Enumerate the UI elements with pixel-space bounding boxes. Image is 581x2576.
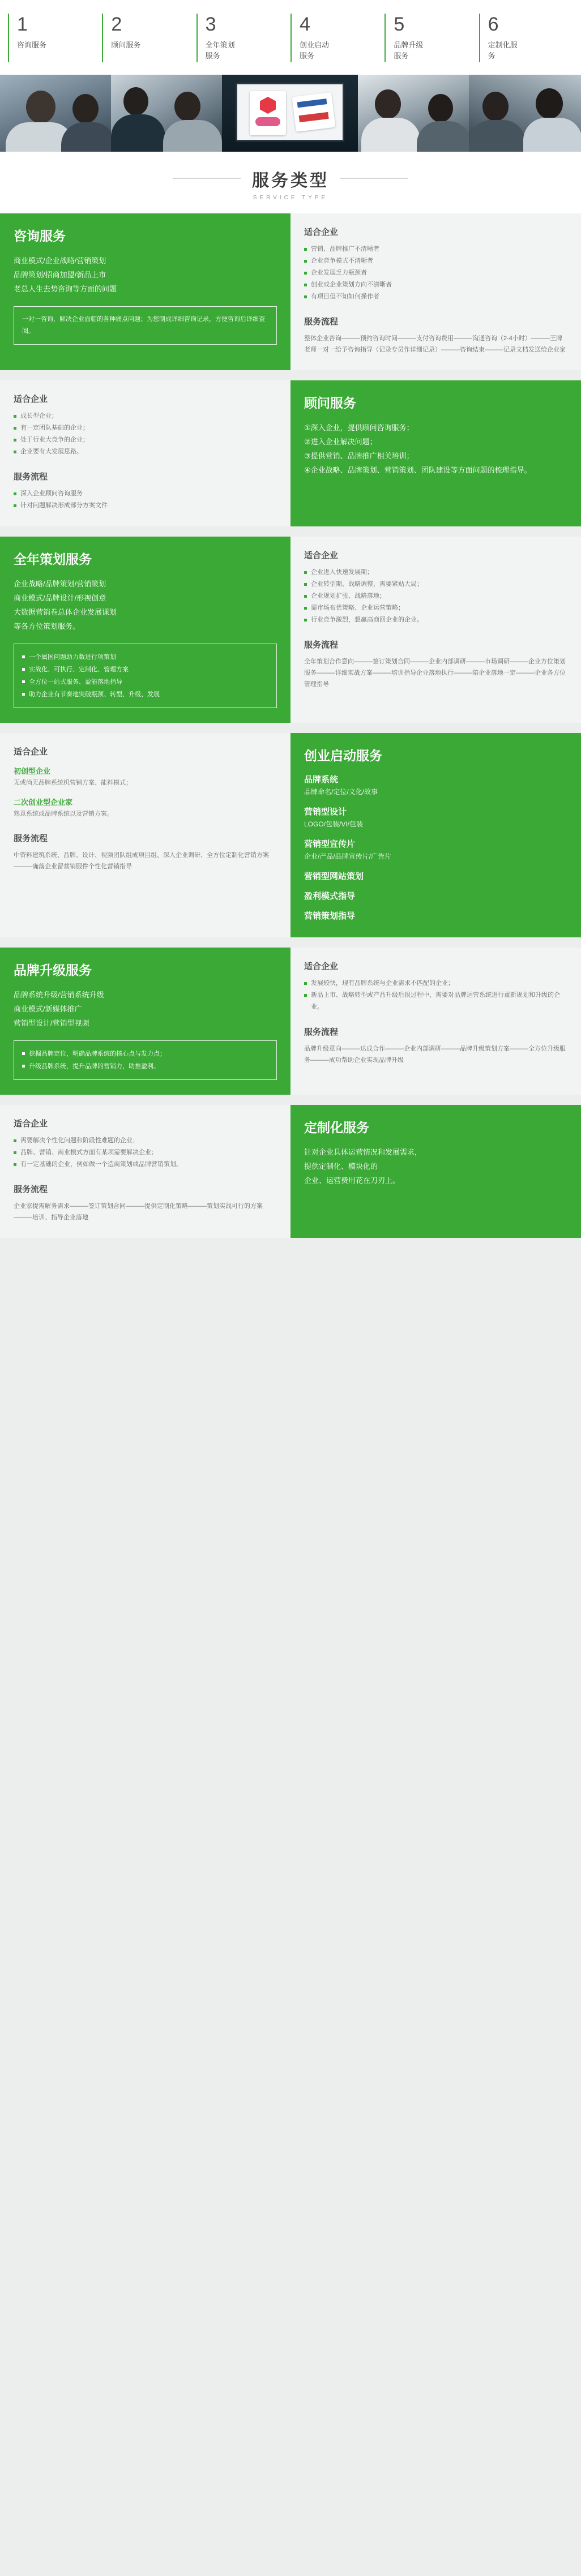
page-root — [0, 0, 581, 1238]
consult-flow-text: 整体企业咨询———预约咨询时间———支付咨询费用———沟通咨询（2-4小时）———王牌老师一对一给予咨询指导（记录专员作详细记录）———咨询结束———记录文档发送给企业家 — [304, 335, 566, 353]
startup-service-6 — [304, 910, 567, 921]
startup-fit-item-1 — [14, 765, 277, 788]
consult-line-1: 商业模式/企业战略/营销策划 — [14, 256, 106, 265]
startup-service-4 — [304, 870, 567, 882]
startup-flow-heading: 服务流程 — [14, 834, 48, 843]
list-item: 营销、品牌推广不清晰者 — [304, 243, 567, 255]
slide-card-right — [292, 92, 335, 132]
nav-step-2[interactable] — [102, 14, 196, 62]
annual-line-1: 企业战略/品牌策划/营销策划 — [14, 580, 106, 588]
upgrade-fit-list — [304, 978, 567, 1013]
startup-service-3-desc: 企业/产品/品牌宣传片/广告片 — [304, 852, 392, 860]
consult-line-3: 老总人生去势咨询等方面的问题 — [14, 285, 117, 293]
advisor-green-pane — [290, 380, 581, 526]
startup-title: 创业启动服务 — [304, 748, 382, 763]
service-block-annual — [0, 537, 581, 723]
custom-grey-pane — [0, 1105, 290, 1238]
list-item: 一个属国问题助力数进行项策划 — [22, 651, 268, 663]
startup-fit-item-2 — [14, 796, 277, 820]
list-item: 成长型企业； — [14, 410, 277, 422]
nav-step-3[interactable] — [196, 14, 290, 62]
annual-line-2: 商业模式/品牌设计/形视创意 — [14, 594, 106, 602]
startup-grey-pane — [0, 733, 290, 937]
startup-service-1-desc: 品牌命名/定位/文化/故事 — [304, 788, 378, 796]
step-number: 3 — [205, 14, 216, 35]
advisor-fit-list — [14, 410, 277, 458]
photo-meeting-2 — [111, 75, 222, 152]
annual-note-list — [22, 651, 268, 701]
startup-service-5-title: 盈利模式指导 — [304, 891, 356, 901]
annual-title: 全年策划服务 — [14, 552, 92, 567]
section-title — [0, 152, 581, 213]
step-label: 全年策划服务 — [205, 41, 235, 60]
nav-step-6[interactable] — [479, 14, 573, 62]
annual-note — [14, 644, 277, 708]
list-item: 新品上市、战略转型或产品升级后很过程中，需要对品牌运营系统进行重新规划和升级的企业。 — [304, 989, 567, 1013]
list-item: 企业规划扩张、战略落地； — [304, 590, 567, 602]
upgrade-green-pane — [0, 948, 290, 1095]
advisor-flow-heading: 服务流程 — [14, 472, 48, 482]
list-item: 需市场布优策略、企业运营策略； — [304, 602, 567, 614]
list-item: 创业或企业策划方向不清晰者 — [304, 279, 567, 291]
step-label: 创业启动服务 — [299, 41, 329, 60]
photo-meeting-1 — [0, 75, 111, 152]
photo-meeting-4 — [469, 75, 581, 152]
service-block-advisor — [0, 380, 581, 526]
step-number: 2 — [111, 14, 122, 35]
section-title-zh: 服务类型 — [252, 166, 329, 191]
consult-grey-pane — [290, 213, 581, 370]
advisor-fit-heading: 适合企业 — [14, 395, 48, 404]
startup-service-1 — [304, 773, 567, 798]
startup-service-4-title: 营销型网站策划 — [304, 872, 364, 881]
nav-step-5[interactable] — [385, 14, 479, 62]
step-number: 5 — [394, 14, 405, 35]
upgrade-grey-pane — [290, 948, 581, 1095]
annual-flow-heading: 服务流程 — [304, 640, 339, 650]
custom-line-1: 针对企业具体运营情况和发展需求， — [304, 1148, 422, 1156]
upgrade-flow-heading: 服务流程 — [304, 1027, 339, 1037]
divider — [0, 370, 581, 380]
advisor-title: 顾问服务 — [304, 396, 356, 410]
annual-fit-list — [304, 567, 567, 626]
startup-flow-text: 中资料建筑系统、品牌、设计、视频团队组成项目组、深入企业调研、全方位定制化营销方案———确落企业留营销服件个性化营销指导 — [14, 852, 269, 870]
list-item: 有一定团队基础的企业； — [14, 422, 277, 434]
list-item: 企业要有大发展思路。 — [14, 446, 277, 458]
list-item: 助力企业有节奏地突破瓶颈、转型、升级、发展 — [22, 688, 268, 701]
custom-line-2: 提供定制化、模块化的 — [304, 1162, 378, 1171]
divider — [0, 526, 581, 537]
consult-fit-heading: 适合企业 — [304, 228, 339, 237]
list-item: 有一定基础的企业，例如做一个造商策划或品牌营销策划。 — [14, 1159, 277, 1171]
upgrade-line-1: 品牌系统升级/营销系统升级 — [14, 991, 104, 999]
custom-line-3: 企业、运营费用花在刀刃上。 — [304, 1176, 400, 1185]
consult-line-2: 品牌策划/招商加盟/新品上市 — [14, 271, 106, 279]
startup-service-2-desc: LOGO/包装/VI/包装 — [304, 820, 364, 828]
upgrade-title: 品牌升级服务 — [14, 963, 92, 978]
hexagon-logo-icon — [260, 97, 276, 114]
advisor-grey-pane — [0, 380, 290, 526]
upgrade-fit-heading: 适合企业 — [304, 962, 339, 971]
custom-flow-text: 企业家提需解务需求———签订策划合同———提供定制化策略———策划实战可行的方案———培训、指导企业落地 — [14, 1203, 263, 1221]
list-item: 有项目但不知如何操作者 — [304, 291, 567, 303]
step-label: 定制化服务 — [488, 41, 518, 60]
blue-bar-shape — [297, 98, 327, 108]
custom-flow-heading: 服务流程 — [14, 1185, 48, 1194]
startup-service-2-title: 营销型设计 — [304, 807, 347, 817]
service-block-custom — [0, 1105, 581, 1238]
step-label: 顾问服务 — [111, 41, 141, 49]
advisor-line-1: ①深入企业，提供顾问咨询服务； — [304, 423, 414, 432]
divider — [0, 1095, 581, 1105]
startup-service-3-title: 营销型宣传片 — [304, 839, 356, 849]
list-item: 企业发展乏力瓶颈者 — [304, 267, 567, 279]
annual-flow-text: 全年策划合作意向———签订策划合同———企业内部调研———市场调研———企业方位策划服务———详细实战方案———培训指导企业落地执行———陪企业落地一定———企业各方位管理指导 — [304, 658, 566, 688]
startup-fit-item-1-title: 初创型企业 — [14, 767, 51, 775]
startup-fit-item-2-desc: 熟意系统或品牌系统以及营销方案。 — [14, 811, 113, 817]
list-item: 针对问题解决形成部分方案文件 — [14, 500, 277, 512]
upgrade-note-list — [22, 1048, 268, 1073]
annual-line-4: 等各方位策划服务。 — [14, 622, 80, 631]
advisor-line-3: ③提供营销、品牌推广相关培训； — [304, 452, 414, 460]
step-number: 1 — [17, 14, 28, 35]
presentation-screen — [236, 83, 344, 142]
list-item: 深入企业顾问咨询服务 — [14, 488, 277, 500]
startup-fit-item-1-desc: 无或尚无品牌系统机营销方案、能料模式； — [14, 779, 132, 786]
list-item: 需要解决个性化问题和阶段性难题的企业； — [14, 1135, 277, 1147]
pink-pill-shape — [255, 117, 280, 126]
custom-title: 定制化服务 — [304, 1120, 369, 1135]
photo-presentation-screen — [222, 75, 358, 152]
startup-service-2 — [304, 805, 567, 830]
list-item: 行业竞争激烈，想赢高商回企业的企业。 — [304, 614, 567, 626]
service-block-upgrade — [0, 948, 581, 1095]
startup-service-1-title: 品牌系统 — [304, 775, 339, 785]
consult-flow-heading: 服务流程 — [304, 317, 339, 327]
step-number: 6 — [488, 14, 499, 35]
consult-note-wrap — [14, 306, 277, 345]
upgrade-note-wrap — [14, 1040, 277, 1080]
startup-service-6-title: 营销策划指导 — [304, 911, 356, 921]
startup-fit-heading: 适合企业 — [14, 747, 48, 757]
list-item: 企业进入快速发展期； — [304, 567, 567, 578]
photo-meeting-3 — [358, 75, 469, 152]
list-item: 升级品牌系统，提升品牌的营销力，助推盈利。 — [22, 1060, 268, 1073]
nav-step-4[interactable] — [290, 14, 385, 62]
upgrade-line-3: 营销型设计/营销型视频 — [14, 1019, 89, 1027]
annual-line-3: 大数据营销卷总体企业发展课划 — [14, 608, 117, 616]
step-label: 咨询服务 — [17, 41, 47, 49]
consult-note: 一对一咨询，解决企业面临的各种痛点问题；为您制成详细咨询记录，方便咨询后详细查阅。 — [14, 306, 277, 345]
annual-green-pane — [0, 537, 290, 723]
consult-title: 咨询服务 — [14, 229, 66, 243]
upgrade-line-2: 商业模式/新媒体推广 — [14, 1005, 82, 1013]
list-item: 发展较快，现有品牌系统与企业需求不匹配的企业； — [304, 978, 567, 989]
red-bar-shape — [299, 112, 329, 122]
advisor-line-2: ②进入企业解决问题； — [304, 438, 377, 446]
consult-green-pane — [0, 213, 290, 370]
divider — [0, 937, 581, 948]
list-item: 企业转型期、战略调整，需要紧贴大局； — [304, 578, 567, 590]
nav-step-1[interactable] — [8, 14, 102, 62]
consult-fit-list — [304, 243, 567, 303]
top-step-nav — [0, 0, 581, 75]
section-title-en: SERVICE TYPE — [253, 195, 328, 201]
list-item: 实战化、可执行、定制化、管理方案 — [22, 663, 268, 676]
annual-note-wrap — [14, 644, 277, 708]
custom-green-pane — [290, 1105, 581, 1238]
list-item: 品牌、营销、商业模式方面有某项需要解决企业； — [14, 1147, 277, 1159]
advisor-line-4: ④企业战略、品牌策划、营销策划、团队建设等方面问题的梳理指导。 — [304, 466, 532, 474]
advisor-flow-list — [14, 488, 277, 512]
upgrade-note — [14, 1040, 277, 1080]
photo-banner — [0, 75, 581, 152]
list-item: 处于行业大竞争的企业； — [14, 434, 277, 446]
upgrade-flow-text: 品牌升级意向———达成合作———企业内部调研———品牌升级策划方案———全方位升级服务———成功帮助企业实现品牌升级 — [304, 1045, 566, 1064]
list-item: 全方位一站式服务、盈能落地指导 — [22, 676, 268, 688]
list-item: 挖掘品牌定位，明确品牌系统的核心点与发力点； — [22, 1048, 268, 1060]
step-number: 4 — [299, 14, 310, 35]
service-block-consult — [0, 213, 581, 370]
list-item: 企业竞争模式不清晰者 — [304, 255, 567, 267]
startup-service-3 — [304, 838, 567, 862]
annual-fit-heading: 适合企业 — [304, 551, 339, 560]
divider — [0, 723, 581, 733]
startup-fit-item-2-title: 二次创业型企业家 — [14, 798, 73, 807]
startup-service-5 — [304, 890, 567, 902]
slide-card-left — [250, 91, 286, 135]
custom-fit-list — [14, 1135, 277, 1171]
annual-grey-pane — [290, 537, 581, 723]
step-label: 品牌升级服务 — [394, 41, 424, 60]
service-block-startup — [0, 733, 581, 937]
startup-green-pane — [290, 733, 581, 937]
custom-fit-heading: 适合企业 — [14, 1119, 48, 1129]
